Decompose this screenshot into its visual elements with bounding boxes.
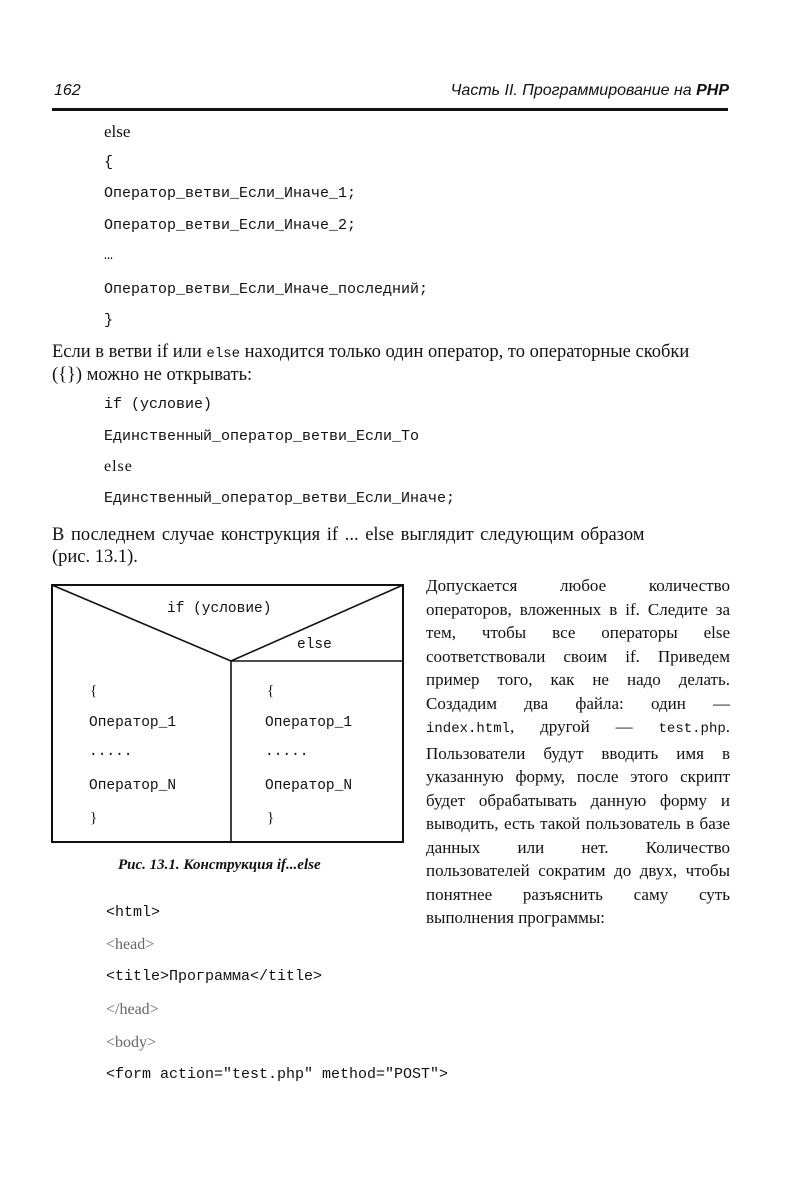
- code-line: <title>Программа</title>: [106, 968, 323, 985]
- code-line: if (условие): [104, 396, 213, 413]
- page-number: 162: [54, 82, 81, 99]
- diagram-condition: if (условие): [167, 601, 272, 617]
- diagram-left-dots: .....: [89, 744, 133, 760]
- code-line: <body>: [106, 1034, 157, 1051]
- para1-else: else: [206, 346, 241, 362]
- diagram-right-op-last: Оператор_N: [265, 778, 353, 794]
- para1-if: if: [156, 342, 169, 362]
- code-line: Оператор_ветви_Если_Иначе_2;: [104, 217, 357, 234]
- code-line: …: [104, 247, 114, 264]
- code-line: <form action="test.php" method="POST">: [106, 1066, 449, 1083]
- code-line: </head>: [106, 1001, 159, 1018]
- diagram-left-op-last: Оператор_N: [89, 778, 177, 794]
- code-line: else: [104, 122, 131, 141]
- diagram-left-op-first: Оператор_1: [89, 715, 177, 731]
- code-line: Единственный_оператор_ветви_Если_Иначе;: [104, 490, 456, 507]
- code-line: <html>: [106, 904, 161, 921]
- diagram-left-open: {: [90, 683, 98, 699]
- para1-text-b: или: [168, 342, 207, 362]
- figure-caption: Рис. 13.1. Конструкция if...else: [118, 857, 321, 873]
- side-filename-1: index.html: [426, 721, 511, 737]
- side-filename-2: test.php: [658, 721, 726, 737]
- code-line: <head>: [106, 936, 155, 953]
- paragraph-line: ({}) можно не открывать:: [52, 365, 253, 385]
- diagram-diagonal-left: [52, 585, 231, 661]
- diagram-frame: [52, 585, 403, 842]
- code-line: Единственный_оператор_ветви_Если_То: [104, 428, 420, 445]
- paragraph-line: В последнем случае конструкция if ... else выглядит следующим образом: [52, 525, 645, 545]
- code-line: Оператор_ветви_Если_Иначе_последний;: [104, 281, 429, 298]
- code-line: {: [104, 154, 114, 171]
- side-text-2: , другой —: [510, 717, 659, 736]
- para1-text-c: находится только один оператор, то операторные скобки: [240, 342, 690, 362]
- code-line: Оператор_ветви_Если_Иначе_1;: [104, 185, 357, 202]
- diagram-right-close: }: [267, 810, 275, 826]
- code-line: else: [104, 458, 133, 475]
- side-text-1: Допускается любое количество операторов, вложенных в if. Следите за тем, чтобы все операторы else соответствовали своим if. Приведем пример того, как не надо делать. Создадим два файла: один —: [426, 576, 730, 713]
- diagram-else-label: else: [297, 637, 332, 653]
- diagram-right-dots: .....: [265, 744, 309, 760]
- code-line: }: [104, 312, 114, 329]
- diagram-right-op-first: Оператор_1: [265, 715, 353, 731]
- para1-text-a: Если в ветви: [52, 342, 157, 362]
- running-title-bold: PHP: [696, 82, 729, 99]
- running-title-text: Часть II. Программирование на: [450, 82, 697, 99]
- diagram-left-close: }: [90, 810, 98, 826]
- paragraph-line: (рис. 13.1).: [52, 547, 138, 567]
- diagram-right-open: {: [267, 683, 275, 699]
- side-text-3: . Пользователи будут вводить имя в указанную форму, после этого скрипт будет обрабатывать данную форму и выводить, есть такой пользователь в базе данных или нет. Количество пользователей сократим до двух, чтобы понятнее разъяснить саму суть выполнения программы:: [426, 717, 730, 927]
- side-paragraph: [426, 574, 730, 930]
